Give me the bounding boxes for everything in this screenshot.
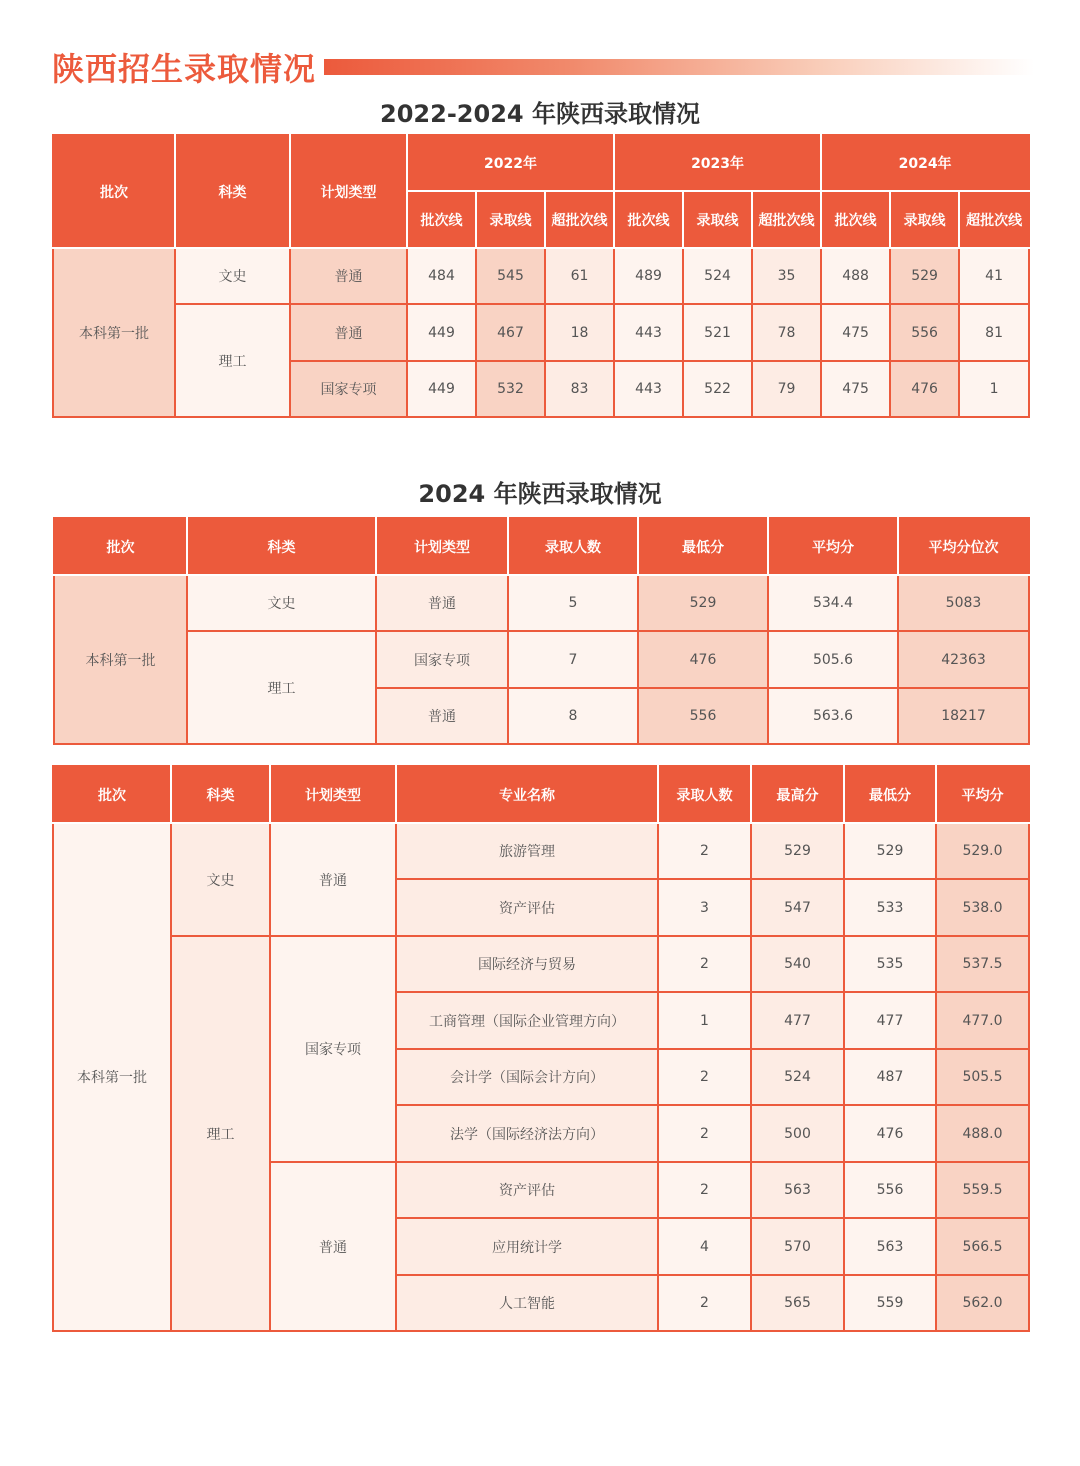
avg-score-cell: 505.6 <box>768 631 898 688</box>
header-admit-count: 录取人数 <box>508 518 638 575</box>
header-admit-line: 录取线 <box>890 191 959 248</box>
subject-cell: 文史 <box>187 575 376 631</box>
plan-type-cell: 国家专项 <box>290 361 407 417</box>
plan-type-cell: 普通 <box>270 823 396 936</box>
count-cell: 2 <box>658 1049 751 1105</box>
major-cell: 会计学（国际会计方向） <box>396 1049 658 1105</box>
plan-type-cell: 普通 <box>290 304 407 361</box>
value-cell: 489 <box>614 248 683 304</box>
avg-score-cell: 559.5 <box>936 1162 1029 1218</box>
major-cell: 国际经济与贸易 <box>396 936 658 992</box>
count-cell: 1 <box>658 992 751 1049</box>
count-cell: 8 <box>508 688 638 744</box>
table-row <box>53 304 1029 361</box>
avg-score-cell: 537.5 <box>936 936 1029 992</box>
count-cell: 5 <box>508 575 638 631</box>
max-score-cell: 477 <box>751 992 844 1049</box>
value-cell: 81 <box>959 304 1029 361</box>
min-score-cell: 533 <box>844 879 936 936</box>
value-cell: 41 <box>959 248 1029 304</box>
header-batch-line: 批次线 <box>614 191 683 248</box>
min-score-cell: 535 <box>844 936 936 992</box>
header-min-score: 最低分 <box>844 766 936 823</box>
avg-rank-cell: 18217 <box>898 688 1029 744</box>
avg-score-cell: 534.4 <box>768 575 898 631</box>
value-cell: 61 <box>545 248 614 304</box>
value-cell: 545 <box>476 248 545 304</box>
header-max-score: 最高分 <box>751 766 844 823</box>
max-score-cell: 529 <box>751 823 844 879</box>
plan-type-cell: 普通 <box>376 575 508 631</box>
admission-2022-2024-table <box>52 134 1030 418</box>
header-major-name: 专业名称 <box>396 766 658 823</box>
min-score-cell: 556 <box>844 1162 936 1218</box>
min-score-cell: 476 <box>844 1105 936 1162</box>
major-cell: 旅游管理 <box>396 823 658 879</box>
value-cell: 443 <box>614 361 683 417</box>
value-cell: 488 <box>821 248 890 304</box>
avg-score-cell: 538.0 <box>936 879 1029 936</box>
value-cell: 18 <box>545 304 614 361</box>
value-cell: 484 <box>407 248 476 304</box>
value-cell: 467 <box>476 304 545 361</box>
count-cell: 2 <box>658 823 751 879</box>
header-year-2024: 2024年 <box>821 135 1029 191</box>
min-score-cell: 476 <box>638 631 768 688</box>
table-row <box>53 248 1029 304</box>
table-row <box>54 631 1029 688</box>
header-over-line: 超批次线 <box>545 191 614 248</box>
avg-score-cell: 505.5 <box>936 1049 1029 1105</box>
batch-cell: 本科第一批 <box>53 823 171 1331</box>
major-cell: 法学（国际经济法方向） <box>396 1105 658 1162</box>
table-row <box>53 823 1029 879</box>
avg-score-cell: 562.0 <box>936 1275 1029 1331</box>
header-subject: 科类 <box>175 135 290 248</box>
max-score-cell: 565 <box>751 1275 844 1331</box>
subject-cell: 文史 <box>175 248 290 304</box>
header-batch-line: 批次线 <box>821 191 890 248</box>
avg-score-cell: 563.6 <box>768 688 898 744</box>
max-score-cell: 524 <box>751 1049 844 1105</box>
major-cell: 应用统计学 <box>396 1218 658 1275</box>
max-score-cell: 570 <box>751 1218 844 1275</box>
admission-2024-major-table <box>52 765 1030 1332</box>
header-avg-score: 平均分 <box>936 766 1029 823</box>
value-cell: 476 <box>890 361 959 417</box>
major-cell: 资产评估 <box>396 879 658 936</box>
min-score-cell: 487 <box>844 1049 936 1105</box>
header-min-score: 最低分 <box>638 518 768 575</box>
count-cell: 2 <box>658 936 751 992</box>
plan-type-cell: 国家专项 <box>376 631 508 688</box>
max-score-cell: 547 <box>751 879 844 936</box>
header-plan-type: 计划类型 <box>290 135 407 248</box>
title-decoration-bar <box>324 59 1034 75</box>
header-batch: 批次 <box>53 766 171 823</box>
table-row <box>53 936 1029 992</box>
avg-rank-cell: 5083 <box>898 575 1029 631</box>
count-cell: 7 <box>508 631 638 688</box>
value-cell: 475 <box>821 361 890 417</box>
header-admit-count: 录取人数 <box>658 766 751 823</box>
plan-type-cell: 普通 <box>376 688 508 744</box>
count-cell: 3 <box>658 879 751 936</box>
header-batch-line: 批次线 <box>407 191 476 248</box>
header-avg-score: 平均分 <box>768 518 898 575</box>
count-cell: 4 <box>658 1218 751 1275</box>
header-plan-type: 计划类型 <box>376 518 508 575</box>
major-cell: 资产评估 <box>396 1162 658 1218</box>
major-cell: 人工智能 <box>396 1275 658 1331</box>
min-score-cell: 559 <box>844 1275 936 1331</box>
value-cell: 522 <box>683 361 752 417</box>
count-cell: 2 <box>658 1275 751 1331</box>
value-cell: 521 <box>683 304 752 361</box>
value-cell: 449 <box>407 361 476 417</box>
subject-cell: 理工 <box>175 304 290 417</box>
avg-rank-cell: 42363 <box>898 631 1029 688</box>
subject-cell: 理工 <box>171 936 270 1331</box>
min-score-cell: 529 <box>638 575 768 631</box>
value-cell: 449 <box>407 304 476 361</box>
count-cell: 2 <box>658 1162 751 1218</box>
header-over-line: 超批次线 <box>959 191 1029 248</box>
min-score-cell: 556 <box>638 688 768 744</box>
avg-score-cell: 566.5 <box>936 1218 1029 1275</box>
header-batch: 批次 <box>53 135 175 248</box>
value-cell: 78 <box>752 304 821 361</box>
value-cell: 79 <box>752 361 821 417</box>
admission-2024-summary-table <box>53 517 1030 745</box>
header-over-line: 超批次线 <box>752 191 821 248</box>
value-cell: 532 <box>476 361 545 417</box>
avg-score-cell: 488.0 <box>936 1105 1029 1162</box>
value-cell: 475 <box>821 304 890 361</box>
value-cell: 524 <box>683 248 752 304</box>
value-cell: 443 <box>614 304 683 361</box>
header-plan-type: 计划类型 <box>270 766 396 823</box>
subject-cell: 理工 <box>187 631 376 744</box>
header-batch: 批次 <box>54 518 187 575</box>
table1-title: 2022-2024 年陕西录取情况 <box>380 100 700 128</box>
header-subject: 科类 <box>171 766 270 823</box>
header-year-2023: 2023年 <box>614 135 821 191</box>
min-score-cell: 477 <box>844 992 936 1049</box>
max-score-cell: 540 <box>751 936 844 992</box>
min-score-cell: 563 <box>844 1218 936 1275</box>
batch-cell: 本科第一批 <box>54 575 187 744</box>
max-score-cell: 500 <box>751 1105 844 1162</box>
plan-type-cell: 国家专项 <box>270 936 396 1162</box>
batch-cell: 本科第一批 <box>53 248 175 417</box>
table-row <box>54 575 1029 631</box>
avg-score-cell: 529.0 <box>936 823 1029 879</box>
header-admit-line: 录取线 <box>683 191 752 248</box>
plan-type-cell: 普通 <box>290 248 407 304</box>
value-cell: 556 <box>890 304 959 361</box>
page-title: 陕西招生录取情况 <box>52 50 317 88</box>
value-cell: 1 <box>959 361 1029 417</box>
value-cell: 529 <box>890 248 959 304</box>
major-cell: 工商管理（国际企业管理方向） <box>396 992 658 1049</box>
count-cell: 2 <box>658 1105 751 1162</box>
header-avg-rank: 平均分位次 <box>898 518 1029 575</box>
subject-cell: 文史 <box>171 823 270 936</box>
avg-score-cell: 477.0 <box>936 992 1029 1049</box>
header-year-2022: 2022年 <box>407 135 614 191</box>
header-admit-line: 录取线 <box>476 191 545 248</box>
plan-type-cell: 普通 <box>270 1162 396 1331</box>
value-cell: 83 <box>545 361 614 417</box>
value-cell: 35 <box>752 248 821 304</box>
max-score-cell: 563 <box>751 1162 844 1218</box>
min-score-cell: 529 <box>844 823 936 879</box>
header-subject: 科类 <box>187 518 376 575</box>
table2-title: 2024 年陕西录取情况 <box>418 480 662 508</box>
